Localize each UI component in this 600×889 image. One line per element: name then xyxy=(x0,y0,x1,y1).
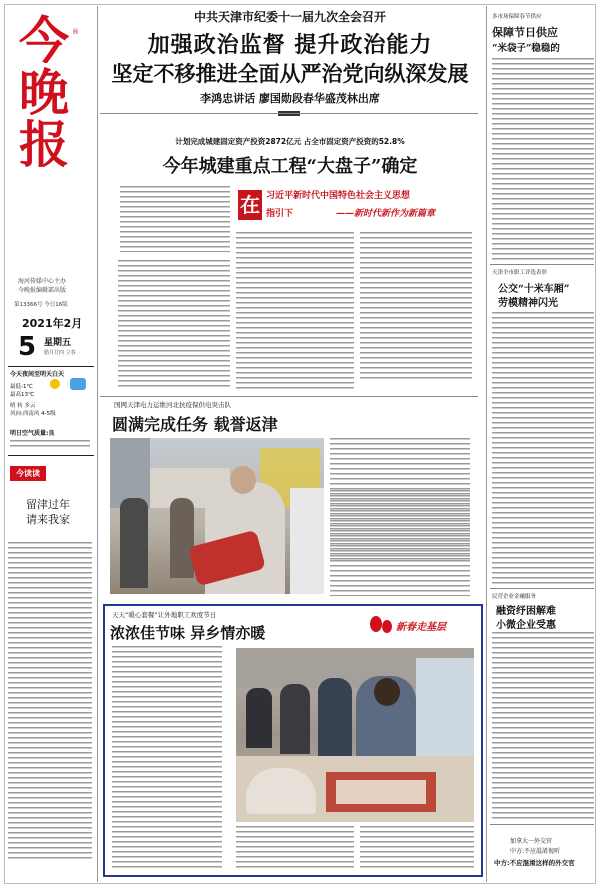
weather-condition: 晴 转 多云 xyxy=(10,403,36,409)
second-story-headline: 今年城建重点工程“大盘子”确定 xyxy=(162,156,418,177)
feature-kicker: 天天“暖心套餐”让外地职工欢度节日 xyxy=(112,611,217,619)
right-story-3-headline-2: 小微企业受惠 xyxy=(496,620,556,631)
sponsor-line-2: 今晚报编辑部出版 xyxy=(18,287,67,294)
weather-low: 最低-1℃ xyxy=(10,384,33,390)
third-story-kicker: 国网天津电力运维河北抗疫保供电突击队 xyxy=(114,401,231,409)
right-story-1-headline-1: 保障节日供应 xyxy=(492,26,558,39)
weather-wind: 风向:西南风 4-5级 xyxy=(10,411,56,417)
feature-headline: 浓浓佳节味 异乡情亦暖 xyxy=(110,624,266,642)
weather-title: 今天夜间至明天白天 xyxy=(10,371,65,378)
page-border xyxy=(4,4,596,884)
right-story-2-kicker: 天津全市职工评选表彰 xyxy=(492,270,548,276)
banner-line-2: 指引下 xyxy=(266,209,294,219)
right-bottom-note-1: 中方:不应混淆视听 xyxy=(510,848,561,855)
right-story-3-headline-1: 融资纾困解难 xyxy=(496,606,556,617)
right-story-2-headline-1: 公交“十米车厢” xyxy=(498,284,570,295)
top-story-headline-1: 加强政治监督 提升政治能力 xyxy=(147,32,433,58)
sponsor-line-1: 海河传媒中心主办 xyxy=(18,278,67,285)
right-bottom-note-2: 加拿大一外交官 xyxy=(510,838,553,845)
top-story-kicker: 中共天津市纪委十一届九次全会召开 xyxy=(193,10,386,24)
banner-line-1: 习近平新时代中国特色社会主义思想 xyxy=(266,191,411,201)
today-read-headline-2: 请来我家 xyxy=(26,513,70,526)
today-read-headline-1: 留津过年 xyxy=(26,498,70,511)
right-bottom-note-3: 中方:不应混淆这样的外交官 xyxy=(494,859,575,867)
right-story-1-kicker: 多市场保障春节供应 xyxy=(492,14,542,20)
issue-weekday: 星期五 xyxy=(44,338,72,348)
air-quality: 明日空气质量:良 xyxy=(10,430,55,437)
top-story-headline-2: 坚定不移推进全面从严治党向纵深发展 xyxy=(111,61,469,86)
banner-char: 在 xyxy=(238,190,262,220)
issue-date: 2021年2月 xyxy=(22,317,83,330)
right-story-2-headline-2: 劳模精神闪光 xyxy=(498,298,558,309)
issue-day: 5 xyxy=(18,332,37,362)
right-story-3-kicker: 民营企业金融服务 xyxy=(492,594,537,600)
issue-lunar: 腊月廿四 立春 xyxy=(44,350,76,356)
registered-mark: ® xyxy=(72,28,79,36)
issue-number: 第13366号 今日16版 xyxy=(14,302,68,308)
newspaper-logo: 今晚报 xyxy=(11,14,70,170)
feature-stamp-label: 新春走基层 xyxy=(396,622,446,633)
second-story-kicker: 计划完成城建固定资产投资2872亿元 占全市固定资产投资的52.8% xyxy=(175,137,405,146)
third-story-headline: 圆满完成任务 载誉返津 xyxy=(112,415,278,434)
banner-slogan: ——新时代新作为新篇章 xyxy=(336,209,436,219)
right-story-1-headline-2: “米袋子”稳稳的 xyxy=(492,43,560,54)
weather-high: 最高13℃ xyxy=(10,392,35,398)
top-story-subhead: 李鸿忠讲话 廖国勋段春华盛茂林出席 xyxy=(200,92,380,105)
today-read-tag: 今读读 xyxy=(10,466,46,481)
